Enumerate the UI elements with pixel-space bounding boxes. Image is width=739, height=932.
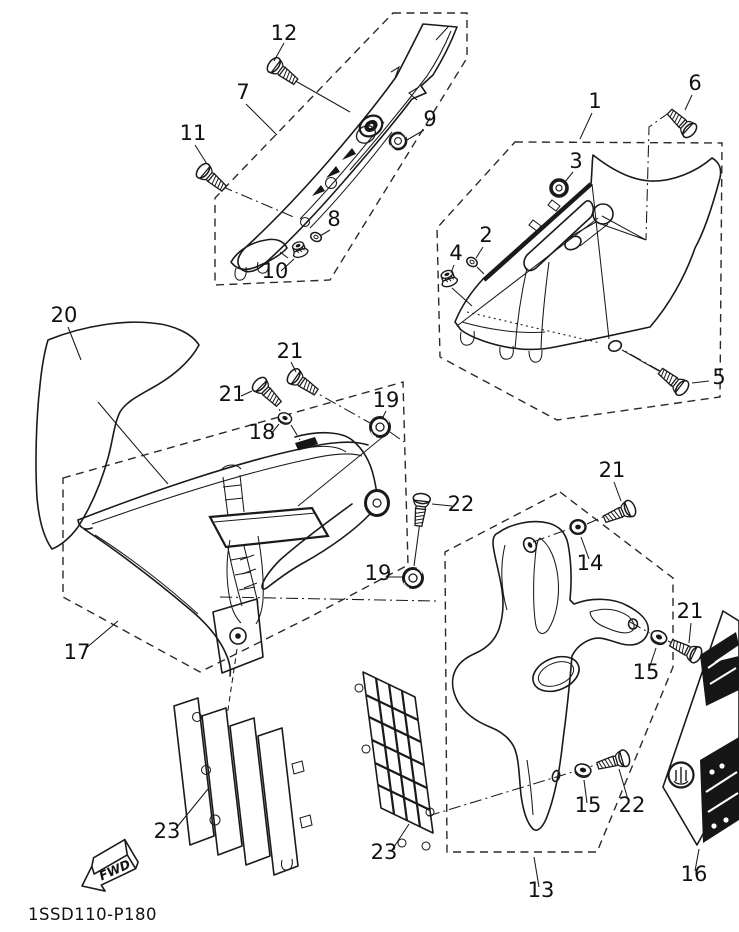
fwd-arrow-label: FWD bbox=[96, 856, 133, 884]
part-6-bolt bbox=[664, 105, 699, 140]
callout-3: 3 bbox=[569, 149, 583, 173]
callout-15-b: 15 bbox=[574, 793, 602, 817]
callout-14: 14 bbox=[576, 551, 604, 575]
callout-9: 9 bbox=[423, 107, 437, 131]
part-15-washer-a bbox=[649, 628, 669, 647]
part-11-bolt bbox=[194, 161, 230, 195]
callout-21-d: 21 bbox=[676, 599, 704, 623]
callout-11: 11 bbox=[179, 121, 207, 145]
callout-22-b: 22 bbox=[618, 793, 646, 817]
callout-12: 12 bbox=[270, 21, 298, 45]
part-9-nut bbox=[390, 133, 406, 150]
part-19-grommet-a bbox=[371, 417, 390, 437]
fwd-arrow-icon bbox=[72, 838, 144, 898]
callout-10: 10 bbox=[261, 259, 289, 283]
callout-21-a: 21 bbox=[218, 382, 246, 406]
callout-5: 5 bbox=[712, 365, 726, 389]
part-1-side-cover bbox=[455, 155, 721, 362]
callout-6: 6 bbox=[688, 71, 702, 95]
part-17-arm-boss bbox=[366, 491, 389, 516]
callout-13: 13 bbox=[527, 878, 555, 902]
callout-23-b: 23 bbox=[370, 840, 398, 864]
part-4-nut bbox=[438, 268, 458, 288]
callout-21-b: 21 bbox=[276, 339, 304, 363]
callout-7: 7 bbox=[236, 80, 250, 104]
callout-8: 8 bbox=[327, 207, 341, 231]
part-14-collar bbox=[571, 520, 586, 534]
part-19-grommet-b bbox=[404, 568, 423, 588]
callout-22-a: 22 bbox=[447, 492, 475, 516]
callout-17: 17 bbox=[63, 640, 91, 664]
hardware bbox=[194, 55, 704, 779]
assembly-centerlines bbox=[220, 79, 683, 816]
callout-19-b: 19 bbox=[364, 561, 392, 585]
part-21-bolt-b bbox=[285, 366, 321, 399]
part-21-bolt-c bbox=[601, 499, 638, 527]
part-5-bolt bbox=[655, 364, 691, 397]
drawing-number: 1SSD110-P180 bbox=[28, 905, 158, 924]
part-22-bolt-a bbox=[410, 493, 431, 527]
callout-21-c: 21 bbox=[598, 458, 626, 482]
callout-2: 2 bbox=[479, 223, 493, 247]
part-15-washer-b bbox=[573, 762, 592, 779]
boundary-side-cover-1 bbox=[437, 142, 722, 420]
part-21-bolt-d bbox=[667, 635, 704, 665]
callout-19-a: 19 bbox=[372, 388, 400, 412]
part-7-cover bbox=[231, 24, 457, 280]
part-12-bolt bbox=[265, 55, 301, 88]
callout-20: 20 bbox=[50, 303, 78, 327]
callout-16: 16 bbox=[680, 862, 708, 886]
part-13-side-panel bbox=[453, 522, 649, 831]
part-17-scoop bbox=[78, 433, 389, 676]
part-10-nut bbox=[290, 240, 309, 259]
part-23-louver-stack bbox=[174, 698, 312, 875]
part-21-bolt-a bbox=[250, 375, 285, 410]
part-8-washer bbox=[309, 231, 323, 243]
callout-23-a: 23 bbox=[153, 819, 181, 843]
part-23-grille bbox=[355, 672, 434, 850]
callout-15-a: 15 bbox=[632, 660, 660, 684]
part-22-bolt-b bbox=[595, 749, 631, 774]
callout-1: 1 bbox=[588, 89, 602, 113]
yamaha-logo-icon bbox=[669, 763, 694, 788]
callout-18: 18 bbox=[248, 420, 276, 444]
callout-4: 4 bbox=[449, 241, 463, 265]
